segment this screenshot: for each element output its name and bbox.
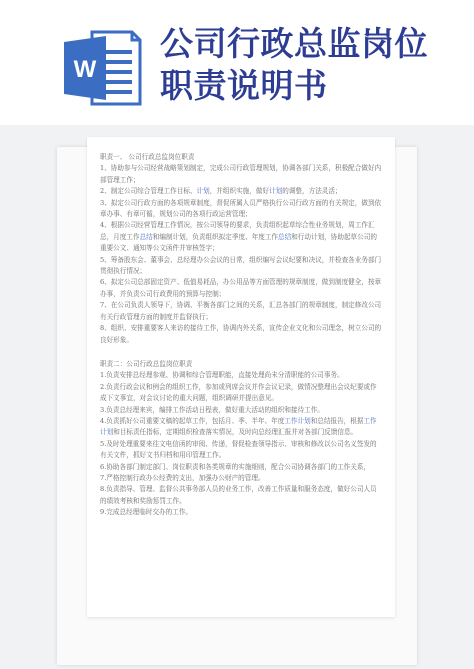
- section-1-item-6: 6、拟定公司总部固定资产、低值易耗品，办公用品等方面管理的规章制度，做到制度健全，按章办事，并负责公司行政费用的预算与控制；: [100, 278, 382, 298]
- section-2-item-9: 9.完成总经理临时交办的工作。: [100, 508, 193, 517]
- section-2-item-2: 2.负责行政会议和例会的组织工作，参加或列席会议并作会议记录，做情况整理出会议纪要或作成下文事宜，对会议讨论的重大问题，组织调研并提出意见。: [100, 382, 377, 403]
- section-1-item-2: 2、制定公司综合管理工作目标、计划，并组织实施，做好计划的调整，方法灵活；: [100, 187, 342, 196]
- link-plan[interactable]: 计划: [269, 187, 283, 196]
- link-summary[interactable]: 总结: [278, 232, 292, 241]
- section-2-item-4: 4.负责抓好公司重要文稿的起草工作，包括月、季、半年、年度工作计划和总结报告，根据工作计划和目标责任指标，定期组织检查落实情况，及时向总经理汇报并对各部门反馈信息。: [100, 416, 377, 437]
- page-title-line-1: 公司行政总监岗位: [160, 24, 428, 63]
- section-1-item-7: 7、在公司负责人领导下，协调、平衡各部门之间的关系，汇总各部门的规章制度，制定修改公司有关行政管理方面的制度并监督执行；: [100, 301, 382, 321]
- section-divider: [100, 346, 382, 359]
- word-document-icon: [62, 26, 144, 108]
- section-2-item-6: 6.协助各部门制定部门、岗位职责和各类规章的实施细则，配合公司协调各部门的工作关系，: [100, 462, 371, 471]
- section-1-item-3: 3、拟定公司行政方面的各项规章制度，督促所属人员严格执行公司行政方面的有关规定，做到依章办事、有章可循，规划公司的各项行政运营管理；: [100, 198, 382, 219]
- section-2-item-1: 1.负责安排总经理参观、协调和综合管理职能，直接处理尚未分清职能的公司事务。: [100, 371, 344, 380]
- section-1-item-1: 1、协助参与公司经营战略策划制定，完成公司行政管理规划，协调各部门关系，积极配合做好内部管理工作；: [100, 164, 382, 184]
- link-work-plan[interactable]: 工作计划: [100, 416, 377, 437]
- header-banner: [0, 0, 474, 125]
- section-2-item-7: 7.严格控制行政办公经费的支出，加强办公财产的管理。: [100, 473, 265, 482]
- document-body: [100, 152, 382, 519]
- link-summary[interactable]: 总结: [139, 232, 153, 241]
- section-2-item-8: 8.负责指导、管理、监督公共事务部人员的业务工作，改善工作质量和服务态度，做好公司人员的绩效考核和奖励惩罚工作。: [100, 485, 377, 505]
- section-1-item-4: 4、根据公司经营管理工作情况，按公司领导的要求，负责组织起草综合性业务规划，周工作汇总，月度工作总结和编制计划，负责组织拟定季度、年度工作总结和行动计划，协助起草公司的重要公文、通知等公文函件并审核签字；: [100, 221, 377, 253]
- section-1-item-8: 8、组织、安排重要客人来访的接待工作，协调内外关系，宣传企业文化和公司理念，树立公司的良好形象。: [100, 324, 382, 344]
- section-2-heading: 职责二：公司行政总监岗位职责: [100, 359, 193, 368]
- section-1-item-5: 5、筹备股东会、董事会、总经理办公会议的日常，组织编写会议纪要和决议，并检查各业务部门贯彻执行情况；: [100, 255, 382, 276]
- word-icon-letter: W: [73, 56, 97, 83]
- link-plan[interactable]: 计划: [196, 187, 210, 196]
- section-2-item-5: 5.及时处理重要来往文电信函的审阅、传递，督促检查领导指示、审核和修改以公司名义签发的有关文件，抓好文书归档和用印管理工作。: [100, 439, 377, 460]
- section-1-heading: 职责一、 公司行政总监岗位职责: [100, 153, 195, 161]
- link-work-plan[interactable]: 工作计划: [284, 416, 311, 425]
- page-title-line-2: 职责说明书: [160, 66, 328, 105]
- section-2-item-3: 3.负责总经理来宾，编排工作活动日程表，做好重大活动的组织和接待工作。: [100, 405, 324, 414]
